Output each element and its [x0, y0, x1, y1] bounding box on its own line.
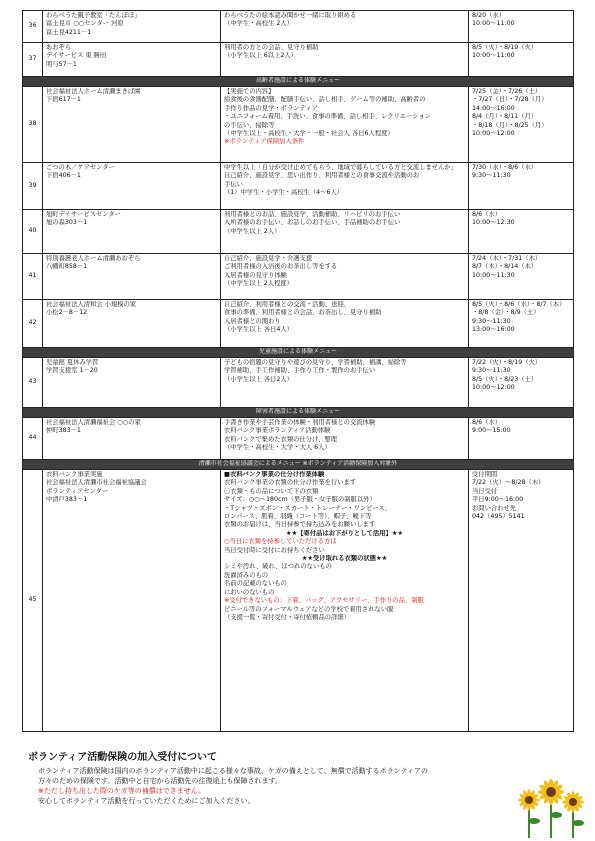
program-schedule-line: 7/30（水）・8/6（水）	[472, 164, 538, 171]
program-activity-line: （小学生以上 6以上2人）	[224, 52, 297, 60]
section-band-label: 障害者施設による体験メニュー	[23, 408, 574, 418]
program-activity-line: 自己紹介、利用者様との交流・活動、送迎、	[224, 301, 350, 308]
program-activity	[221, 210, 469, 254]
section-band	[23, 77, 574, 87]
insurance-notice	[28, 748, 568, 806]
program-schedule	[469, 470, 574, 732]
program-schedule-line: 8/6（水）	[472, 211, 502, 218]
program-schedule-line: 当日受付	[472, 487, 498, 495]
program-organization	[43, 163, 221, 210]
sunflower-center	[546, 787, 556, 797]
program-activity-line: 中学生以上「自分が受け止めてもらう、地域で暮らしている方と交流しませんか」	[224, 164, 457, 171]
program-organization-line: 学習支援室 1－20	[46, 367, 98, 375]
program-activity	[221, 418, 469, 460]
program-activity-line: ビニール等のフォーマルウェアなどの学校で着用されない服	[224, 605, 394, 613]
program-schedule-line: 8/5（火）・8/6（水）・8/7（木）	[472, 301, 566, 308]
program-organization-line: 児童館 夏休み学習	[46, 359, 99, 366]
program-activity-line: 利用者の方との会話、見守り補助	[224, 44, 319, 51]
program-organization-line: 富士見4211－1	[46, 28, 92, 36]
program-organization-line: 富士見市 ○○センター 河原	[46, 20, 124, 28]
program-number: 42	[23, 300, 43, 348]
section-band-label: 高齢者施設による体験メニュー	[23, 77, 574, 87]
sunflower-leaf	[572, 820, 584, 826]
program-schedule	[469, 210, 574, 254]
program-activity-line: ■衣料バンク事業の仕分け作業体験	[224, 471, 325, 478]
program-activity-line: 給食後の食器配膳、配膳手伝い、話し相手、ゲーム等の補助、高齢者の	[224, 96, 426, 104]
program-organization-line: 仲町383－1	[46, 427, 81, 435]
program-activity-line: ・ユニフォーム着用、手洗い、食事の準備、話し相手、レクリエーション	[224, 113, 431, 121]
program-schedule-line: 8/7（木）・8/14（木）	[472, 263, 538, 271]
program-organization-line: 小松2－8－12	[46, 309, 88, 317]
program-activity-line: 子どもの宿題の見守りや遊びの見守り、学習補助、補講、掃除等	[224, 359, 407, 366]
section-band	[23, 348, 574, 358]
program-number: 45	[23, 470, 43, 732]
program-organization-line: 社会福祉法人清和会 小規模の家	[46, 301, 137, 308]
program-activity-line: 自己紹介、施設見学、思い出作り、利用者様との食事交流や活動のお	[224, 172, 420, 180]
program-schedule-line: 9:30～11:30	[472, 172, 511, 180]
program-schedule-line: 13:00～16:00	[472, 326, 515, 334]
program-organization	[43, 470, 221, 732]
program-schedule-line: 9:00～15:00	[472, 427, 511, 435]
program-organization	[43, 87, 221, 163]
section-band	[23, 408, 574, 418]
program-organization-line: 明与57－1	[46, 60, 77, 68]
program-schedule-line: 9:30～11:30	[472, 317, 511, 325]
program-schedule-line: ・8/8（金）・8/9（土）	[472, 309, 540, 317]
program-activity-line: （小学生以上 各日2人）	[224, 375, 293, 383]
program-activity-line: 手書き作業や手芸作業の体験・利用者様との交流体験	[224, 419, 376, 426]
program-row	[23, 163, 574, 210]
program-organization-line: ボランティアセンター	[46, 487, 109, 495]
program-number: 38	[23, 87, 43, 163]
program-activity-line: 洗濯済みのもの	[224, 571, 269, 579]
insurance-heading: ボランティア活動保険の加入受付について	[28, 752, 217, 763]
program-number: 36	[23, 11, 43, 43]
program-schedule	[469, 358, 574, 408]
program-organization	[43, 43, 221, 77]
program-organization	[43, 11, 221, 43]
program-row	[23, 43, 574, 77]
program-organization	[43, 254, 221, 300]
insurance-line-2: 方々のための保険です。活動中と自宅から活動先の往復途上も保障されます。	[38, 777, 282, 785]
program-schedule-line: 8/20（水）	[472, 12, 506, 19]
program-activity-line: 〇衣類・もの品について下の衣類	[224, 487, 319, 495]
program-activity	[221, 358, 469, 408]
program-activity-line: ★★受け取れる衣類の状態★★	[301, 555, 388, 563]
program-schedule-line: 8/4（月）・8/11（月）	[472, 113, 538, 121]
program-activity-line: ※ボランティア保険加入条件	[224, 138, 305, 146]
insurance-line-4: 安心してボランティア活動を行っていただくためにご加入ください。	[38, 797, 255, 805]
program-activity-line: （1）中学生・小学生・高校生（4～6人）	[224, 189, 344, 197]
program-number: 40	[23, 210, 43, 254]
program-activity-line: においのないもの	[224, 588, 275, 596]
program-organization-line: こつの木／ケアセンター	[46, 164, 115, 171]
program-schedule	[469, 163, 574, 210]
program-schedule-line: 7/22（火）・8/19（火）	[472, 359, 542, 366]
program-activity-line: 【実施での内容】	[224, 88, 275, 95]
program-activity-line: （小学生以上 各日4人）	[224, 326, 293, 334]
program-activity	[221, 11, 469, 43]
program-schedule-line: 受付期間	[472, 471, 498, 478]
program-activity-line: 利用者様とのお話、施設見学、活動補助、リハビリのお手伝い	[224, 211, 401, 218]
program-organization	[43, 210, 221, 254]
program-activity	[221, 163, 469, 210]
program-organization	[43, 300, 221, 348]
program-activity-line: （支援一覧・寄付受付・寄付依頼品の詳細）	[224, 613, 350, 621]
section-band-label: 清瀬市社会福祉協議会によるメニュー ※ボランティア活動保険加入対象外	[23, 460, 574, 470]
program-organization	[43, 358, 221, 408]
program-schedule-line: 平日9:00～16:00	[472, 496, 524, 504]
program-activity-line: ロンパース、肌着、羽織（コート等）、帽子、靴下等	[224, 513, 372, 521]
program-schedule	[469, 43, 574, 77]
insurance-line-1: ボランティア活動保険は国内のボランティア活動中に起こる様々な事故、ケガの備えとして、無償で活動するボランティアの	[38, 767, 429, 775]
program-row	[23, 300, 574, 348]
program-organization-line: 旭町デイサービスセンター	[46, 211, 121, 218]
program-organization-line: 中清戸383－1	[46, 496, 88, 504]
program-organization-line: 旭の森303－1	[46, 219, 88, 227]
program-activity-line: 衣料バンク事業ボランティア活動体験	[224, 427, 331, 435]
program-schedule	[469, 87, 574, 163]
program-schedule	[469, 300, 574, 348]
program-schedule-line: ・8/18（月）・8/25（月）	[472, 121, 548, 129]
program-number: 37	[23, 43, 43, 77]
program-row	[23, 87, 574, 163]
program-activity-line: 衣類のお届けは、当日持参で持ち込みをお願いします	[224, 521, 376, 529]
program-schedule-line: 10:00～11:00	[472, 52, 515, 60]
program-schedule-line: 7/24（木）・7/31（木）	[472, 255, 542, 262]
program-organization-line: わらべうた親子教室「たんぽぽ」	[46, 12, 141, 19]
program-schedule	[469, 418, 574, 460]
program-organization-line: 社会福祉法人清瀬福祉会 ○○の家	[46, 419, 141, 426]
program-activity-line: 食事の準備、利用者様との会話、お茶出し、見守り補助	[224, 309, 382, 317]
program-activity-line: ○当日に衣類を持参していただける方は	[224, 538, 337, 546]
program-activity	[221, 300, 469, 348]
volunteer-program-table	[22, 10, 574, 732]
program-activity-line: （中学生以上 2人程度）	[224, 280, 293, 288]
program-activity-line: （中学生・高校生・大学・大人 6人）	[224, 444, 331, 452]
program-activity-line: シミや汚れ、破れ、ほつれのないもの	[224, 563, 332, 571]
program-activity-line: （中学生以上・高校生・大学・一般・社会人 各日6人程度）	[224, 130, 394, 138]
program-schedule-line: 042（495）5141	[472, 513, 525, 521]
program-activity-line: 入居者様との関わり	[224, 317, 281, 325]
program-schedule-line: 8/6（水）	[472, 419, 502, 426]
program-activity	[221, 87, 469, 163]
program-activity-line: の手伝い、掃除等	[224, 121, 275, 129]
program-activity-line: わらべうたの絵本読み聞かせ一緒に取り組める	[224, 12, 357, 19]
program-organization-line: デイサービス 東 勝田	[46, 52, 107, 60]
program-activity-line: 入所者様のお手伝い、お話しのお手伝い、手品補助のお手伝い	[224, 219, 401, 227]
program-schedule-line: 8/5（火）・8/19（火）	[472, 44, 538, 51]
program-schedule-line: 10:00～12:00	[472, 384, 515, 392]
sunflower-leaf	[550, 812, 562, 818]
program-organization-line: 八幡町858－1	[46, 263, 88, 271]
program-organization-line: 下宿617－1	[46, 96, 81, 104]
program-schedule-line: 7/25（金）・7/26（土）	[472, 88, 542, 95]
program-activity-line: 名前の記載のないもの	[224, 580, 287, 588]
program-row	[23, 11, 574, 43]
program-table-page	[22, 10, 573, 732]
program-number: 39	[23, 163, 43, 210]
program-schedule-line: 7/22（火）～8/28（木）	[472, 479, 545, 487]
program-schedule	[469, 254, 574, 300]
program-activity-line: ★★【寄付品はお下がりとして活用】★★	[285, 529, 404, 537]
program-number: 43	[23, 358, 43, 408]
program-schedule	[469, 11, 574, 43]
sunflower-leaf	[528, 818, 540, 824]
program-number: 41	[23, 254, 43, 300]
program-schedule-line: 8/5（火）・8/23（土）	[472, 375, 538, 383]
program-row	[23, 418, 574, 460]
sunflower-icon	[515, 778, 585, 838]
program-schedule-line: 14:00～16:00	[472, 104, 515, 112]
program-row	[23, 470, 574, 732]
program-activity	[221, 43, 469, 77]
program-activity-line: 衣料バンクで集めた衣類の仕分け、整理	[224, 435, 337, 443]
program-activity-line: ご利用者様の入浴後のお茶出し等をする	[224, 263, 338, 271]
program-activity-line: サイズ：○○～180cm（男子服・女子服の制服以外）	[224, 496, 376, 504]
program-activity-line: 学習補助、手工作補助、手作り工作・製作のお手伝い	[224, 367, 376, 375]
program-organization	[43, 418, 221, 460]
program-activity-line: ※受付できないもの：下着、バッグ、アクセサリー、手作りの品、制服	[224, 597, 424, 605]
program-activity	[221, 470, 469, 732]
insurance-line-3: ※ただし持ち出した際のケガ等の補償はできません。	[38, 787, 206, 795]
program-activity-line: （中学生以上 2人）	[224, 227, 281, 235]
program-organization-line: 社会福祉法人清瀬市社会福祉協議会	[46, 479, 147, 487]
program-row	[23, 254, 574, 300]
program-activity-line: 手作り作品の見学・ボランティア	[224, 104, 318, 112]
program-activity-line: 手伝い	[224, 180, 243, 188]
program-schedule-line: 10:00～11:30	[472, 271, 515, 279]
section-band-label: 児童施設による体験メニュー	[23, 348, 574, 358]
program-row	[23, 358, 574, 408]
program-schedule-line: 10:00～11:00	[472, 20, 515, 28]
program-row	[23, 210, 574, 254]
program-organization-line: 下宿406－1	[46, 172, 81, 180]
program-number: 44	[23, 418, 43, 460]
sunflower-center	[569, 798, 577, 806]
program-activity-line: 当日受付時に受付にお持ちください	[224, 546, 325, 554]
program-activity-line: ・Tシャツ・ズボン・スカート・トレーナー・ワンピース、	[224, 504, 392, 512]
program-schedule-line: 10:00～12:30	[472, 219, 515, 227]
program-activity-line: 自己紹介、施設見学・介護支援	[224, 255, 313, 262]
program-activity-line: 入居者様の見守り体験	[224, 271, 287, 279]
sunflower-center	[525, 796, 533, 804]
program-schedule-line: 9:30～11:30	[472, 367, 511, 375]
section-band	[23, 460, 574, 470]
program-schedule-line: お問い合わせ先	[472, 504, 517, 512]
program-activity	[221, 254, 469, 300]
program-activity-line: 衣料バンク事業の衣類の仕分け作業を行います	[224, 479, 357, 487]
program-organization-line: 衣料バンク事業実施	[46, 471, 103, 478]
program-organization-line: 社会福祉法人ホーム清瀬まきば園	[46, 88, 141, 95]
program-schedule-line: ・7/27（日）・7/28（月）	[472, 96, 548, 104]
program-organization-line: 特別養護老人ホーム清瀬あおぞら	[46, 255, 141, 262]
program-activity-line: （中学生・高校生 2人）	[224, 20, 293, 28]
program-schedule-line: 10:00～12:00	[472, 130, 515, 138]
program-organization-line: あおぞら	[46, 44, 72, 51]
